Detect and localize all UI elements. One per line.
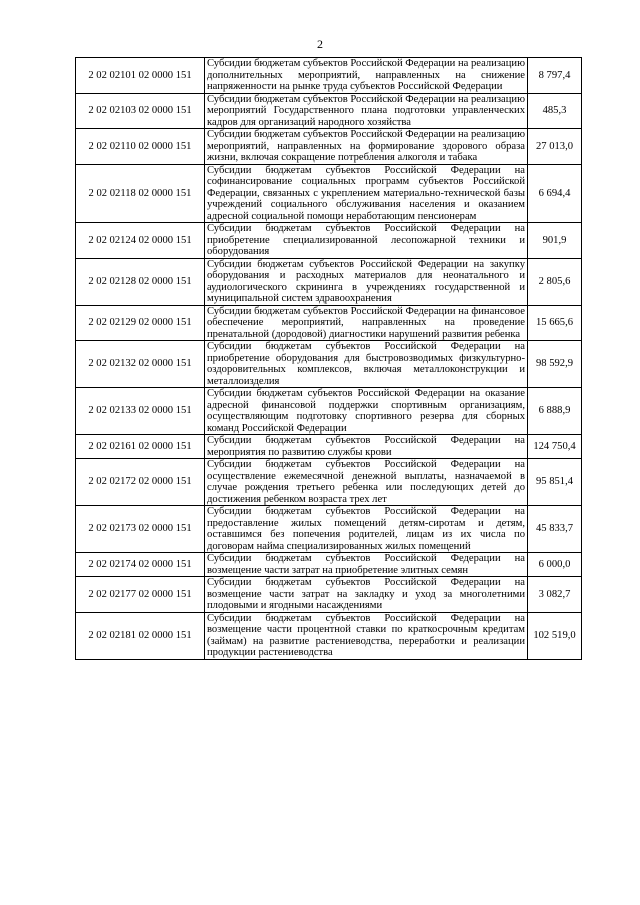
description-cell: Субсидии бюджетам субъектов Российской Федерации на реализацию дополнительных мероприятий, направленных на снижение напряженности на рынке труда субъектов Российской Федерации [205,58,528,94]
budget-code-cell: 2 02 02110 02 0000 151 [76,129,205,165]
table-row [76,93,582,129]
description-cell: Субсидии бюджетам субъектов Российской Федерации на возмещение части затрат на закладку и уход за многолетними плодовыми и ягодными насаждениями [205,577,528,613]
table-row [76,223,582,259]
budget-code-cell: 2 02 02181 02 0000 151 [76,612,205,659]
table-row [76,577,582,613]
table-row [76,388,582,435]
budget-code-cell: 2 02 02103 02 0000 151 [76,93,205,129]
budget-code-cell: 2 02 02124 02 0000 151 [76,223,205,259]
budget-code-cell: 2 02 02172 02 0000 151 [76,459,205,506]
amount-cell: 3 082,7 [528,577,582,613]
table-row [76,58,582,94]
description-cell: Субсидии бюджетам субъектов Российской Федерации на осуществление ежемесячной денежной выплаты, назначаемой в случае рождения третьего ребенка или последующих детей до достижения ребенком возраста трех лет [205,459,528,506]
budget-code-cell: 2 02 02177 02 0000 151 [76,577,205,613]
description-cell: Субсидии бюджетам субъектов Российской Федерации на софинансирование социальных программ субъектов Российской Федерации, связанных с укреплением материально-технической базы учреждений социального обслуживания населения и оказанием адресной социальной помощи неработающим пенсионерам [205,164,528,223]
budget-code-cell: 2 02 02174 02 0000 151 [76,553,205,577]
description-cell: Субсидии бюджетам субъектов Российской Федерации на финансовое обеспечение мероприятий, направленных на проведение пренатальной (дородовой) диагностики нарушений развития ребенка [205,305,528,341]
table-row [76,506,582,553]
amount-cell: 2 805,6 [528,258,582,305]
amount-cell: 27 013,0 [528,129,582,165]
budget-table [75,57,582,660]
table-row [76,553,582,577]
description-cell: Субсидии бюджетам субъектов Российской Федерации на приобретение специализированной лесопожарной техники и оборудования [205,223,528,259]
table-row [76,459,582,506]
description-cell: Субсидии бюджетам субъектов Российской Федерации на предоставление жилых помещений детям-сиротам и детям, оставшимся без попечения родителей, лицам из их числа по договорам найма специализированных жилых помещений [205,506,528,553]
table-row [76,164,582,223]
description-cell: Субсидии бюджетам субъектов Российской Федерации на мероприятия по развитию службы крови [205,435,528,459]
table-row [76,258,582,305]
budget-code-cell: 2 02 02173 02 0000 151 [76,506,205,553]
budget-code-cell: 2 02 02133 02 0000 151 [76,388,205,435]
table-row [76,305,582,341]
description-cell: Субсидии бюджетам субъектов Российской Федерации на приобретение оборудования для быстровозводимых физкультурно-оздоровительных комплексов, включая металлоконструкции и металлоизделия [205,341,528,388]
amount-cell: 95 851,4 [528,459,582,506]
description-cell: Субсидии бюджетам субъектов Российской Федерации на оказание адресной финансовой поддержки спортивным организациям, осуществляющим подготовку спортивного резерва для сборных команд Российской Федерации [205,388,528,435]
table-row [76,341,582,388]
budget-code-cell: 2 02 02101 02 0000 151 [76,58,205,94]
amount-cell: 6 694,4 [528,164,582,223]
amount-cell: 15 665,6 [528,305,582,341]
description-cell: Субсидии бюджетам субъектов Российской Федерации на возмещение части процентной ставки по краткосрочным кредитам (займам) на развитие растениеводства, переработки и реализации продукции растениеводства [205,612,528,659]
table-row [76,612,582,659]
budget-code-cell: 2 02 02129 02 0000 151 [76,305,205,341]
amount-cell: 901,9 [528,223,582,259]
budget-code-cell: 2 02 02161 02 0000 151 [76,435,205,459]
page-number: 2 [317,37,323,51]
amount-cell: 124 750,4 [528,435,582,459]
budget-code-cell: 2 02 02132 02 0000 151 [76,341,205,388]
amount-cell: 6 888,9 [528,388,582,435]
budget-code-cell: 2 02 02118 02 0000 151 [76,164,205,223]
description-cell: Субсидии бюджетам субъектов Российской Федерации на реализацию мероприятий, направленных на формирование здорового образа жизни, включая сокращение потребления алкоголя и табака [205,129,528,165]
amount-cell: 98 592,9 [528,341,582,388]
table-row [76,129,582,165]
description-cell: Субсидии бюджетам субъектов Российской Федерации на возмещение части затрат на приобретение элитных семян [205,553,528,577]
amount-cell: 6 000,0 [528,553,582,577]
table-row [76,435,582,459]
description-cell: Субсидии бюджетам субъектов Российской Федерации на реализацию мероприятий Государственного плана подготовки управленческих кадров для организаций народного хозяйства [205,93,528,129]
amount-cell: 485,3 [528,93,582,129]
amount-cell: 102 519,0 [528,612,582,659]
amount-cell: 45 833,7 [528,506,582,553]
budget-table-body [76,58,582,660]
description-cell: Субсидии бюджетам субъектов Российской Федерации на закупку оборудования и расходных материалов для неонатального и аудиологического скрининга в учреждениях государственной и муниципальной систем здравоохранения [205,258,528,305]
budget-code-cell: 2 02 02128 02 0000 151 [76,258,205,305]
amount-cell: 8 797,4 [528,58,582,94]
